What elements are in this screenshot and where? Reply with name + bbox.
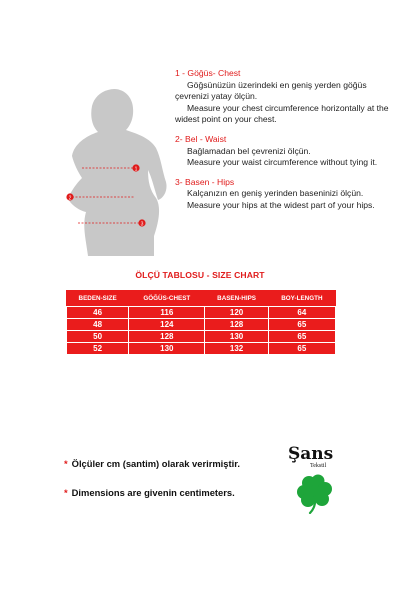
instruction-waist-tr	[175, 146, 390, 158]
instruction-chest-en-text: Measure your chest circumference horizontally at the widest point on your chest.	[175, 102, 389, 125]
brand-subtitle: Tekstil	[310, 463, 327, 469]
body-silhouette	[58, 86, 170, 256]
brand-name: Şans	[288, 444, 334, 464]
size-table	[66, 290, 336, 355]
table-row	[67, 343, 336, 355]
cell-length: 64	[268, 307, 335, 319]
marker-2-label: 2	[68, 195, 72, 202]
header-hips: BASEN-HIPS	[205, 291, 268, 307]
note-star-icon: *	[64, 458, 68, 469]
instruction-chest	[175, 68, 390, 126]
instruction-waist-en	[175, 157, 390, 169]
table-row	[67, 331, 336, 343]
cell-chest: 116	[129, 307, 205, 319]
cell-chest: 128	[129, 331, 205, 343]
instruction-waist-tr-text: Bağlamadan bel çevrenizi ölçün.	[187, 145, 311, 156]
cell-size: 46	[67, 307, 129, 319]
size-table-header-row	[67, 291, 336, 307]
cell-length: 65	[268, 331, 335, 343]
cell-chest: 130	[129, 343, 205, 355]
header-length: BOY-LENGTH	[268, 291, 335, 307]
instruction-chest-tr-text: Göğsünüzün üzerindeki en geniş yerden göğüs çevrenizi yatay ölçün.	[175, 79, 367, 102]
size-chart-title: ÖLÇÜ TABLOSU - SIZE CHART	[135, 270, 265, 280]
instruction-hips-title: 3- Basen - Hips	[175, 176, 235, 187]
cell-hips: 130	[205, 331, 268, 343]
marker-1-label: 1	[134, 166, 138, 173]
instruction-waist	[175, 134, 390, 169]
instruction-chest-title: 1 - Göğüs- Chest	[175, 68, 241, 78]
instruction-chest-tr	[175, 80, 390, 103]
instruction-hips-tr	[175, 188, 390, 200]
cell-length: 65	[268, 319, 335, 331]
note-turkish	[64, 458, 240, 469]
cell-chest: 124	[129, 319, 205, 331]
instruction-waist-en-text: Measure your waist circumference without tying it.	[187, 157, 378, 168]
silhouette-shape	[68, 89, 167, 256]
cell-size: 50	[67, 331, 129, 343]
instruction-waist-title: 2- Bel - Waist	[175, 133, 227, 144]
cell-hips: 132	[205, 343, 268, 355]
cell-hips: 128	[205, 319, 268, 331]
brand-logo	[288, 444, 348, 469]
marker-3-label: 3	[140, 221, 144, 228]
instruction-hips-en	[175, 200, 390, 212]
header-size: BEDEN-SIZE	[67, 291, 129, 307]
measurement-instructions	[175, 68, 390, 220]
note-star-icon: *	[64, 487, 68, 498]
note-english-text: Dimensions are givenin centimeters.	[71, 487, 235, 498]
instruction-hips-tr-text: Kalçanızın en geniş yerinden baseninizi ölçün.	[187, 188, 364, 199]
instruction-hips-en-text: Measure your hips at the widest part of your hips.	[187, 199, 375, 210]
header-chest: GÖĞÜS-CHEST	[129, 291, 205, 307]
instruction-hips	[175, 177, 390, 212]
cell-size: 52	[67, 343, 129, 355]
clover-icon	[296, 474, 334, 514]
cell-length: 65	[268, 343, 335, 355]
note-turkish-text: Ölçüler cm (santim) olarak verirmiştir.	[71, 458, 240, 469]
cell-hips: 120	[205, 307, 268, 319]
note-english	[64, 487, 235, 498]
table-row	[67, 319, 336, 331]
cell-size: 48	[67, 319, 129, 331]
instruction-chest-en	[175, 103, 390, 126]
table-row	[67, 307, 336, 319]
